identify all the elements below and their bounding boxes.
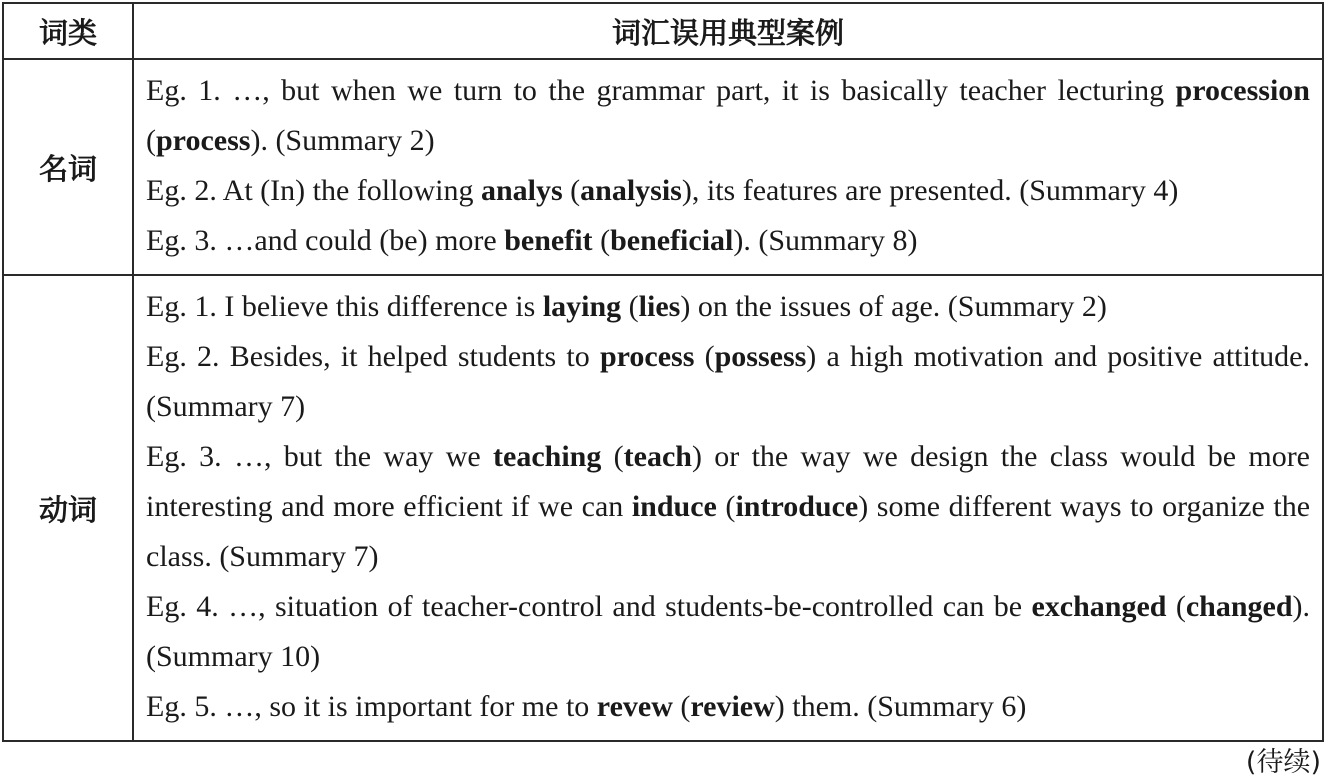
example-text: ( — [672, 690, 691, 723]
highlighted-word: lies — [638, 290, 681, 323]
example-text: Eg. 3. …and could (be) more — [146, 224, 505, 257]
highlighted-word: beneficial — [610, 224, 734, 257]
highlighted-word: introduce — [735, 490, 859, 523]
table-row — [3, 59, 1323, 275]
word-class-cell: 动词 — [3, 275, 133, 741]
example-text: ( — [621, 290, 639, 323]
highlighted-word: procession — [1175, 74, 1310, 107]
example-text: Eg. 1. I believe this difference is — [146, 290, 543, 323]
table-row — [3, 275, 1323, 741]
highlighted-word: review — [690, 690, 775, 723]
example-text: ( — [716, 490, 736, 523]
example-sentence — [146, 682, 1310, 732]
example-text: ). (Summary 10) — [146, 590, 1310, 673]
example-sentence — [146, 332, 1310, 432]
example-text: Eg. 5. …, so it is important for me to — [146, 690, 597, 723]
example-sentence — [146, 216, 1310, 266]
header-word-class: 词类 — [3, 3, 133, 59]
example-sentence — [146, 582, 1310, 682]
table-header-row — [3, 3, 1323, 59]
example-text: ) them. (Summary 6) — [774, 690, 1027, 723]
highlighted-word: process — [599, 340, 695, 373]
example-text: ) some different ways to organize the class. (Summary 7) — [146, 490, 1311, 573]
example-text: ( — [601, 440, 624, 473]
example-text: Eg. 2. Besides, it helped students to — [146, 340, 600, 373]
example-text: ( — [694, 340, 715, 373]
highlighted-word: analys — [480, 174, 563, 207]
example-text: Eg. 4. …, situation of teacher-control and students-be-controlled can be — [146, 590, 1032, 623]
example-text: ) on the issues of age. (Summary 2) — [680, 290, 1107, 323]
highlighted-word: induce — [631, 490, 717, 523]
example-text: ), its features are presented. (Summary 4) — [681, 174, 1179, 207]
example-text: ( — [146, 124, 156, 157]
example-text: ) or the way we design the class would be more interesting and more efficient if we can — [146, 440, 1310, 523]
example-sentence — [146, 166, 1310, 216]
highlighted-word: changed — [1185, 590, 1293, 623]
highlighted-word: revew — [596, 690, 673, 723]
examples-cell — [133, 275, 1323, 741]
highlighted-word: benefit — [504, 224, 593, 257]
continued-note: (待续) — [1245, 747, 1321, 778]
example-text: ( — [592, 224, 611, 257]
example-text: ( — [1166, 590, 1186, 623]
highlighted-word: possess — [714, 340, 807, 373]
examples-cell — [133, 59, 1323, 275]
example-text: ). (Summary 8) — [733, 224, 918, 257]
highlighted-word: teach — [623, 440, 692, 473]
highlighted-word: process — [156, 124, 251, 157]
example-text: Eg. 3. …, but the way we — [146, 440, 494, 473]
example-sentence — [146, 66, 1310, 166]
table-body — [3, 59, 1323, 741]
example-text: Eg. 2. At (In) the following — [146, 174, 481, 207]
example-text: ( — [562, 174, 581, 207]
word-class-cell: 名词 — [3, 59, 133, 275]
example-sentence — [146, 432, 1310, 582]
example-text: ). (Summary 2) — [250, 124, 435, 157]
highlighted-word: teaching — [493, 440, 602, 473]
highlighted-word: analysis — [580, 174, 682, 207]
example-text: ) a high motivation and positive attitude. (Summary 7) — [146, 340, 1310, 423]
header-typical-cases: 词汇误用典型案例 — [133, 3, 1323, 59]
example-sentence — [146, 282, 1310, 332]
highlighted-word: exchanged — [1031, 590, 1167, 623]
vocabulary-misuse-table — [2, 2, 1324, 742]
example-text: Eg. 1. …, but when we turn to the grammar part, it is basically teacher lecturing — [146, 74, 1176, 107]
highlighted-word: laying — [542, 290, 622, 323]
